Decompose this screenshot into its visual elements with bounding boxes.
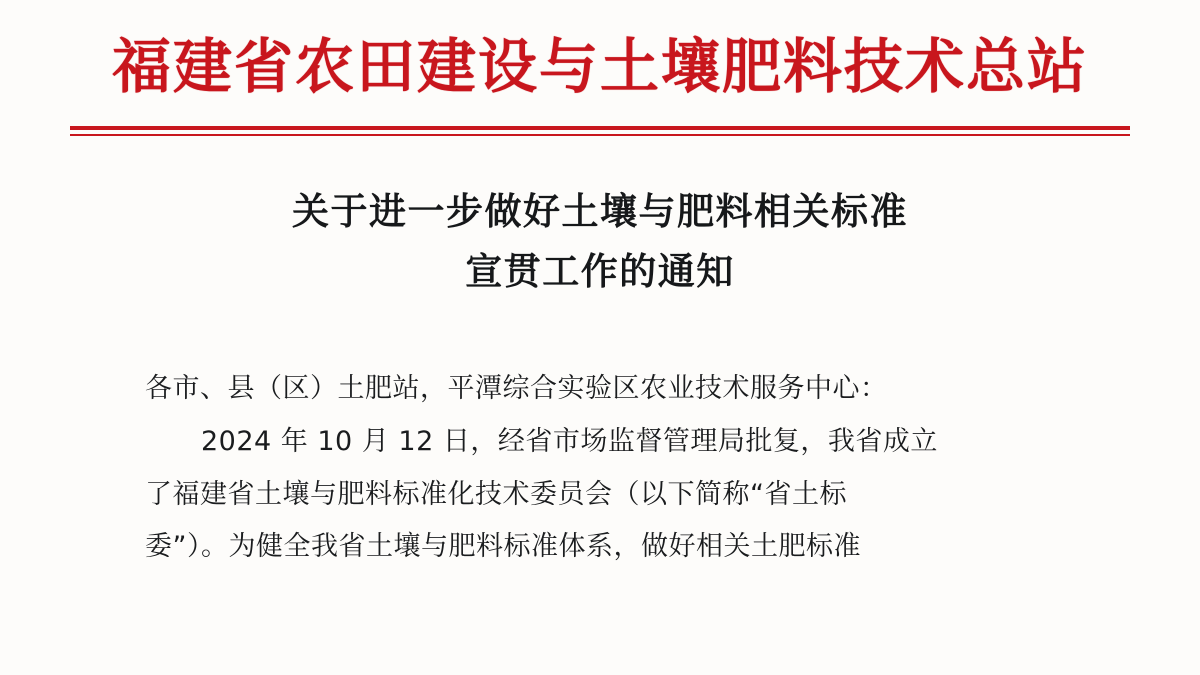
divider-thin-line	[70, 134, 1130, 136]
document-body	[145, 363, 1055, 574]
body-paragraph-1-line-1: 2024 年 10 月 12 日，经省市场监督管理局批复，我省成立	[201, 426, 938, 458]
body-paragraph-1-line-2: 了福建省土壤与肥料标准化技术委员会（以下简称“省土标	[145, 478, 847, 510]
body-paragraph-1-line-3: 委”）。为健全我省土壤与肥料标准体系，做好相关土肥标准	[145, 531, 861, 563]
body-salutation: 各市、县（区）土肥站，平潭综合实验区农业技术服务中心：	[145, 373, 888, 405]
issuing-organization-heading: 福建省农田建设与土壤肥料技术总站	[111, 32, 1088, 101]
document-title	[0, 182, 1200, 302]
masthead-divider	[70, 126, 1130, 136]
document-title-line-1: 关于进一步做好土壤与肥料相关标准	[292, 188, 908, 233]
masthead	[0, 0, 1200, 100]
document-title-line-2: 宣贯工作的通知	[465, 248, 735, 293]
